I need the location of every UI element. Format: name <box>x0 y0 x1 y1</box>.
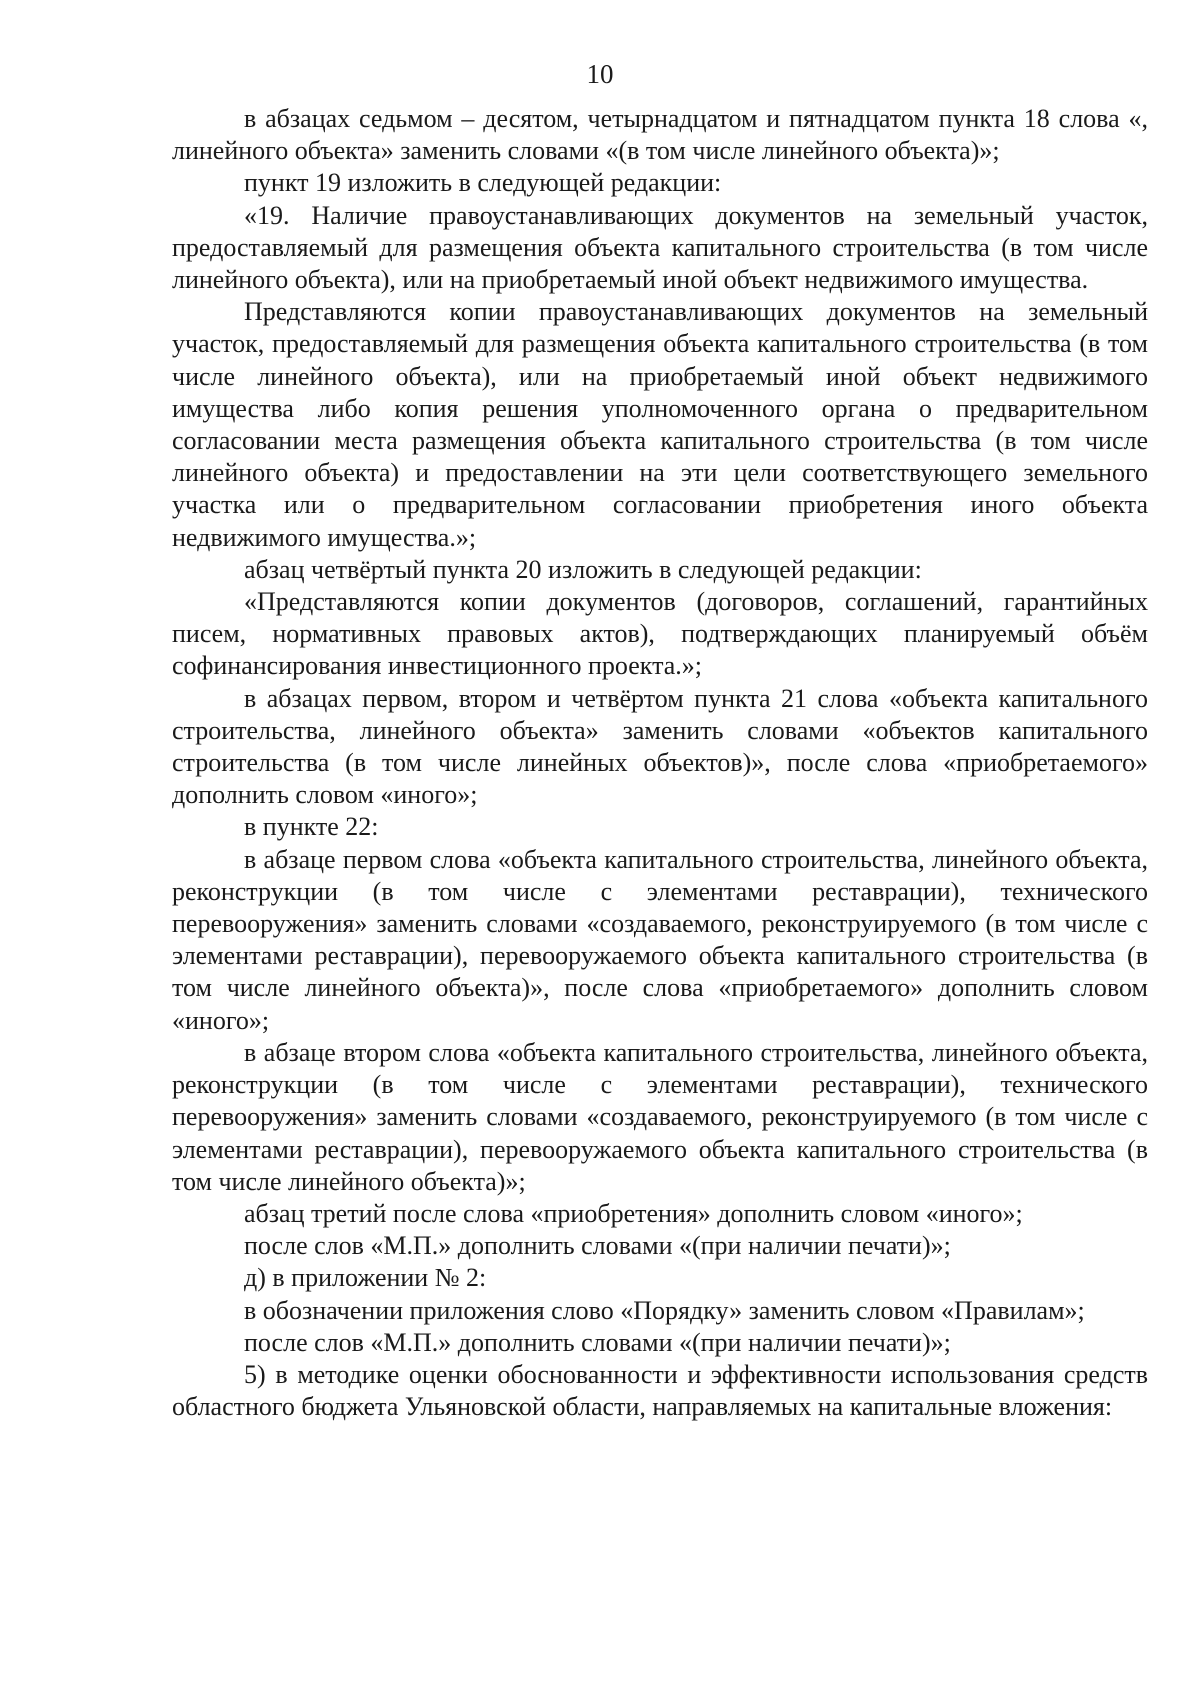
paragraph-8: в пункте 22: <box>244 812 379 842</box>
paragraph-12: после слов «М.П.» дополнить словами «(при наличии печати)»; <box>244 1231 951 1261</box>
paragraph-14: в обозначении приложения слово «Порядку» заменить словом «Правилам»; <box>244 1295 1085 1325</box>
paragraph-9: в абзаце первом слова «объекта капитального строительства, линейного объекта, реконструкции (в том числе с элементами реставрации), технического перевооружения» заменить словами «создаваемого, реконструируемого (в том числе с элементами реставрации), перевооружаемого объекта капитального строительства (в том числе линейного объекта)», после слова «приобретаемого» дополнить словом «иного»; <box>172 844 1148 1035</box>
paragraph-10: в абзаце втором слова «объекта капитального строительства, линейного объекта, реконструкции (в том числе с элементами реставрации), технического перевооружения» заменить словами «создаваемого, реконструируемого (в том числе с элементами реставрации), перевооружаемого объекта капитального строительства (в том числе линейного объекта)»; <box>172 1037 1148 1196</box>
paragraph-6: «Представляются копии документов (договоров, соглашений, гарантийных писем, нормативных правовых актов), подтверждающих планируемый объём софинансирования инвестиционного проекта.»; <box>172 587 1148 681</box>
paragraph-3: «19. Наличие правоустанавливающих документов на земельный участок, предоставляемый для размещения объекта капитального строительства (в том числе линейного объекта), или на приобретаемый иной объект недвижимого имущества. <box>172 200 1148 295</box>
page-number: 10 <box>586 59 614 89</box>
paragraph-15: после слов «М.П.» дополнить словами «(при наличии печати)»; <box>244 1327 951 1357</box>
paragraph-5: абзац четвёртый пункта 20 изложить в следующей редакции: <box>244 554 922 584</box>
paragraph-7: в абзацах первом, втором и четвёртом пункта 21 слова «объекта капитального строительства, линейного объекта» заменить словами «объектов капитального строительства (в том числе линейных объектов)», после слова «приобретаемого» дополнить словом «иного»; <box>172 683 1148 810</box>
document-body <box>172 103 1148 1423</box>
paragraph-1: в абзацах седьмом – десятом, четырнадцатом и пятнадцатом пункта 18 слова «, линейного объекта» заменить словами «(в том числе линейного объекта)»; <box>172 104 1148 166</box>
paragraph-16: 5) в методике оценки обоснованности и эффективности использования средств областного бюджета Ульяновской области, направляемых на капитальные вложения: <box>172 1359 1148 1422</box>
paragraph-4: Представляются копии правоустанавливающих документов на земельный участок, предоставляемый для размещения объекта капитального строительства (в том числе линейного объекта), или на приобретаемый иной объект недвижимого имущества либо копия решения уполномоченного органа о предварительном согласовании места размещения объекта капитального строительства (в том числе линейного объекта) и предоставлении на эти цели соответствующего земельного участка или о предварительном согласовании приобретения иного объекта недвижимого имущества.»; <box>172 297 1148 552</box>
paragraph-11: абзац третий после слова «приобретения» дополнить словом «иного»; <box>244 1198 1023 1228</box>
paragraph-13: д) в приложении № 2: <box>244 1263 487 1293</box>
paragraph-2: пункт 19 изложить в следующей редакции: <box>244 168 722 198</box>
